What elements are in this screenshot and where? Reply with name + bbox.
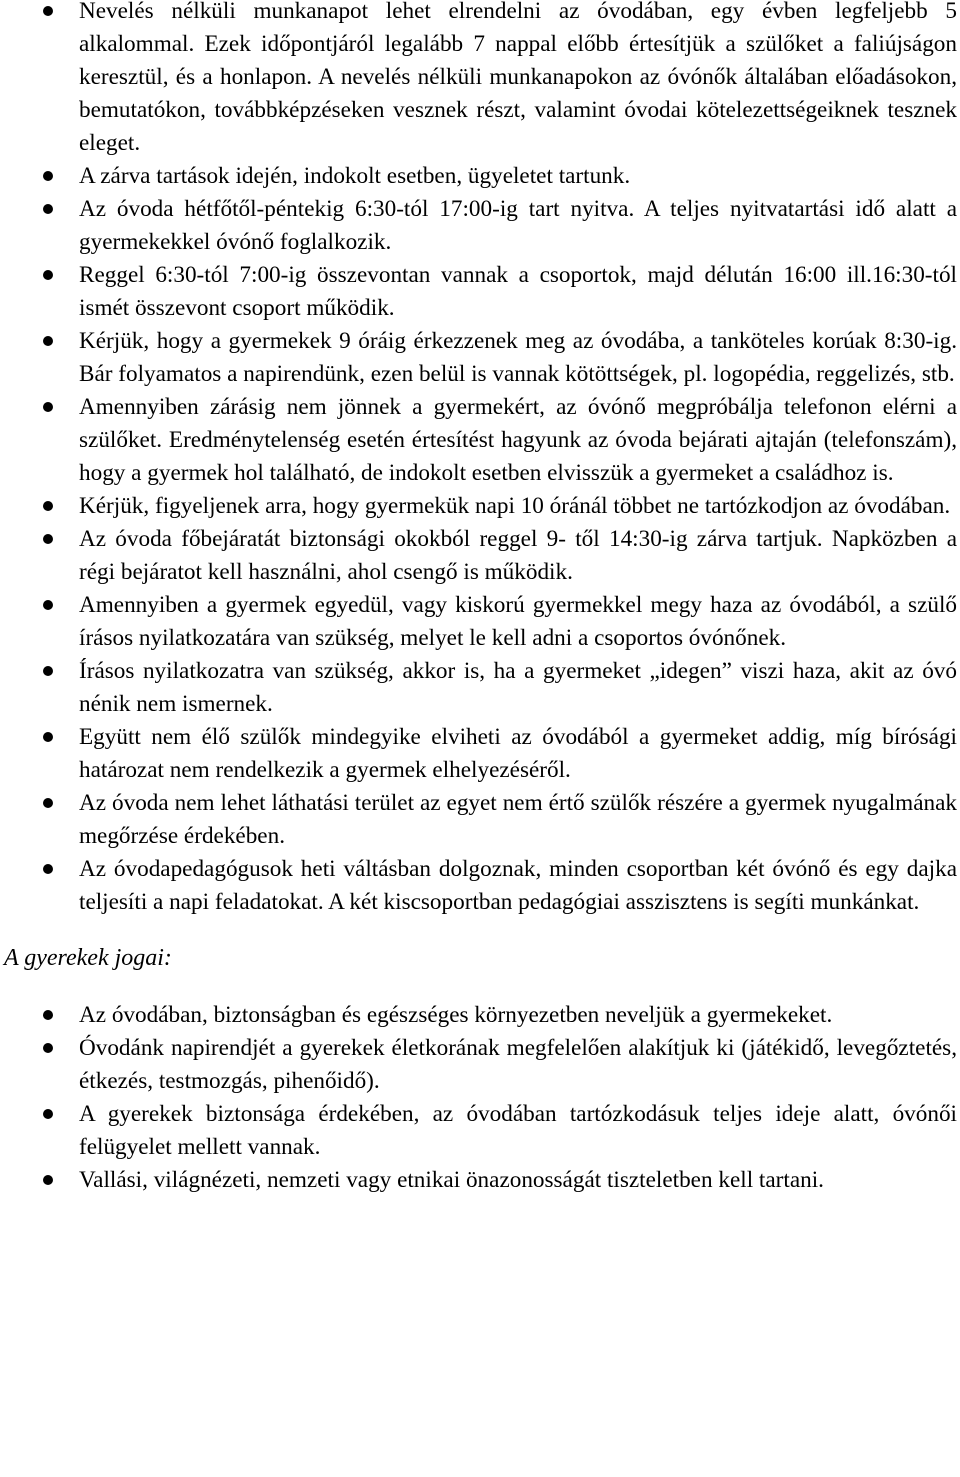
list-item-text: Együtt nem élő szülők mindegyike elviheti az óvodából a gyermeket addig, míg bírósági határozat nem rendelkezik a gyermek elhelyezéséről. [79, 724, 957, 783]
bullet-icon [43, 270, 53, 280]
list-item [0, 1032, 960, 1098]
list-item-text: Reggel 6:30-tól 7:00-ig összevontan vannak a csoportok, majd délután 16:00 ill.16:30-tól ismét összevont csoport működik. [79, 262, 957, 321]
list-item [0, 160, 960, 193]
bullet-icon [43, 732, 53, 742]
bullet-icon [43, 864, 53, 874]
list-item [0, 721, 960, 787]
list-item-text: Az óvodában, biztonságban és egészséges környezetben neveljük a gyermekeket. [79, 1002, 833, 1028]
bullet-icon [43, 501, 53, 511]
list-item-text: Az óvoda hétfőtől-péntekig 6:30-tól 17:00-ig tart nyitva. A teljes nyitvatartási idő alatt a gyermekekkel óvónő foglalkozik. [79, 196, 957, 255]
bullet-icon [43, 666, 53, 676]
list-item-text: A gyerekek biztonsága érdekében, az óvodában tartózkodásuk teljes ideje alatt, óvónői felügyelet mellett vannak. [79, 1101, 957, 1160]
list-item-text: Óvodánk napirendjét a gyerekek életkorának megfelelően alakítjuk ki (játékidő, levegőztetés, étkezés, testmozgás, pihenőidő). [79, 1035, 957, 1094]
list-item-text: Az óvodapedagógusok heti váltásban dolgoznak, minden csoportban két óvónő és egy dajka teljesíti a napi feladatokat. A két kiscsoportban pedagógiai asszisztens is segíti munkánkat. [79, 856, 957, 915]
list-item-text: Vallási, világnézeti, nemzeti vagy etnikai önazonosságát tiszteletben kell tartani. [79, 1167, 824, 1193]
list-item-text: Írásos nyilatkozatra van szükség, akkor is, ha a gyermeket „idegen” viszi haza, akit az óvó nénik nem ismernek. [79, 658, 957, 717]
list-item [0, 1164, 960, 1197]
list-item-text: Az óvoda nem lehet láthatási terület az egyet nem értő szülők részére a gyermek nyugalmának megőrzése érdekében. [79, 790, 957, 849]
list-item-text: Nevelés nélküli munkanapot lehet elrendelni az óvodában, egy évben legfeljebb 5 alkalommal. Ezek időpontjáról legalább 7 nappal előbb értesítjük a szülőket a faliújságon keresztül, és a honlapon. A nevelés nélküli munkanapokon az óvónők általában előadásokon, bemutatókon, továbbképzéseken vesznek részt, valamint óvodai kötelezettségeiknek tesznek eleget. [79, 0, 957, 156]
bullet-icon [43, 600, 53, 610]
bullet-icon [43, 171, 53, 181]
list-item [0, 0, 960, 160]
bullet-icon [43, 6, 53, 16]
list-item-text: Kérjük, hogy a gyermekek 9 óráig érkezzenek meg az óvodába, a tanköteles korúak 8:30-ig. Bár folyamatos a napirendünk, ezen belül is vannak kötöttségek, pl. logopédia, reggelizés, stb. [79, 328, 957, 387]
list-item [0, 853, 960, 919]
list-item-text: Az óvoda főbejáratát biztonsági okokból reggel 9- től 14:30-ig zárva tartjuk. Napközben a régi bejáratot kell használni, ahol csengő is működik. [79, 526, 957, 585]
list-item [0, 787, 960, 853]
list-item [0, 1098, 960, 1164]
list-item [0, 523, 960, 589]
bullet-icon [43, 402, 53, 412]
list-item-text: Amennyiben a gyermek egyedül, vagy kiskorú gyermekkel megy haza az óvodából, a szülő írásos nyilatkozatára van szükség, melyet le kell adni a csoportos óvónőnek. [79, 592, 957, 651]
bullet-icon [43, 1109, 53, 1119]
bullet-icon [43, 336, 53, 346]
list-item [0, 999, 960, 1032]
bullet-icon [43, 1043, 53, 1053]
bullet-icon [43, 798, 53, 808]
rights-list [0, 999, 960, 1197]
list-item [0, 490, 960, 523]
list-item [0, 655, 960, 721]
rights-heading: A gyerekek jogai: [4, 945, 172, 971]
list-item-text: Amennyiben zárásig nem jönnek a gyermekért, az óvónő megpróbálja telefonon elérni a szülőket. Eredménytelenség esetén értesítést hagyunk az óvoda bejárati ajtaján (telefonszám), hogy a gyermek hol található, de indokolt esetben elvisszük a gyermeket a családhoz is. [79, 394, 957, 486]
bullet-icon [43, 204, 53, 214]
bullet-icon [43, 1010, 53, 1020]
list-item [0, 391, 960, 490]
list-item [0, 325, 960, 391]
list-item [0, 193, 960, 259]
bullet-icon [43, 534, 53, 544]
list-item-text: Kérjük, figyeljenek arra, hogy gyermekük napi 10 óránál többet ne tartózkodjon az óvodában. [79, 493, 951, 519]
list-item [0, 589, 960, 655]
list-item-text: A zárva tartások idején, indokolt esetben, ügyeletet tartunk. [79, 163, 631, 189]
list-item [0, 259, 960, 325]
bullet-icon [43, 1175, 53, 1185]
